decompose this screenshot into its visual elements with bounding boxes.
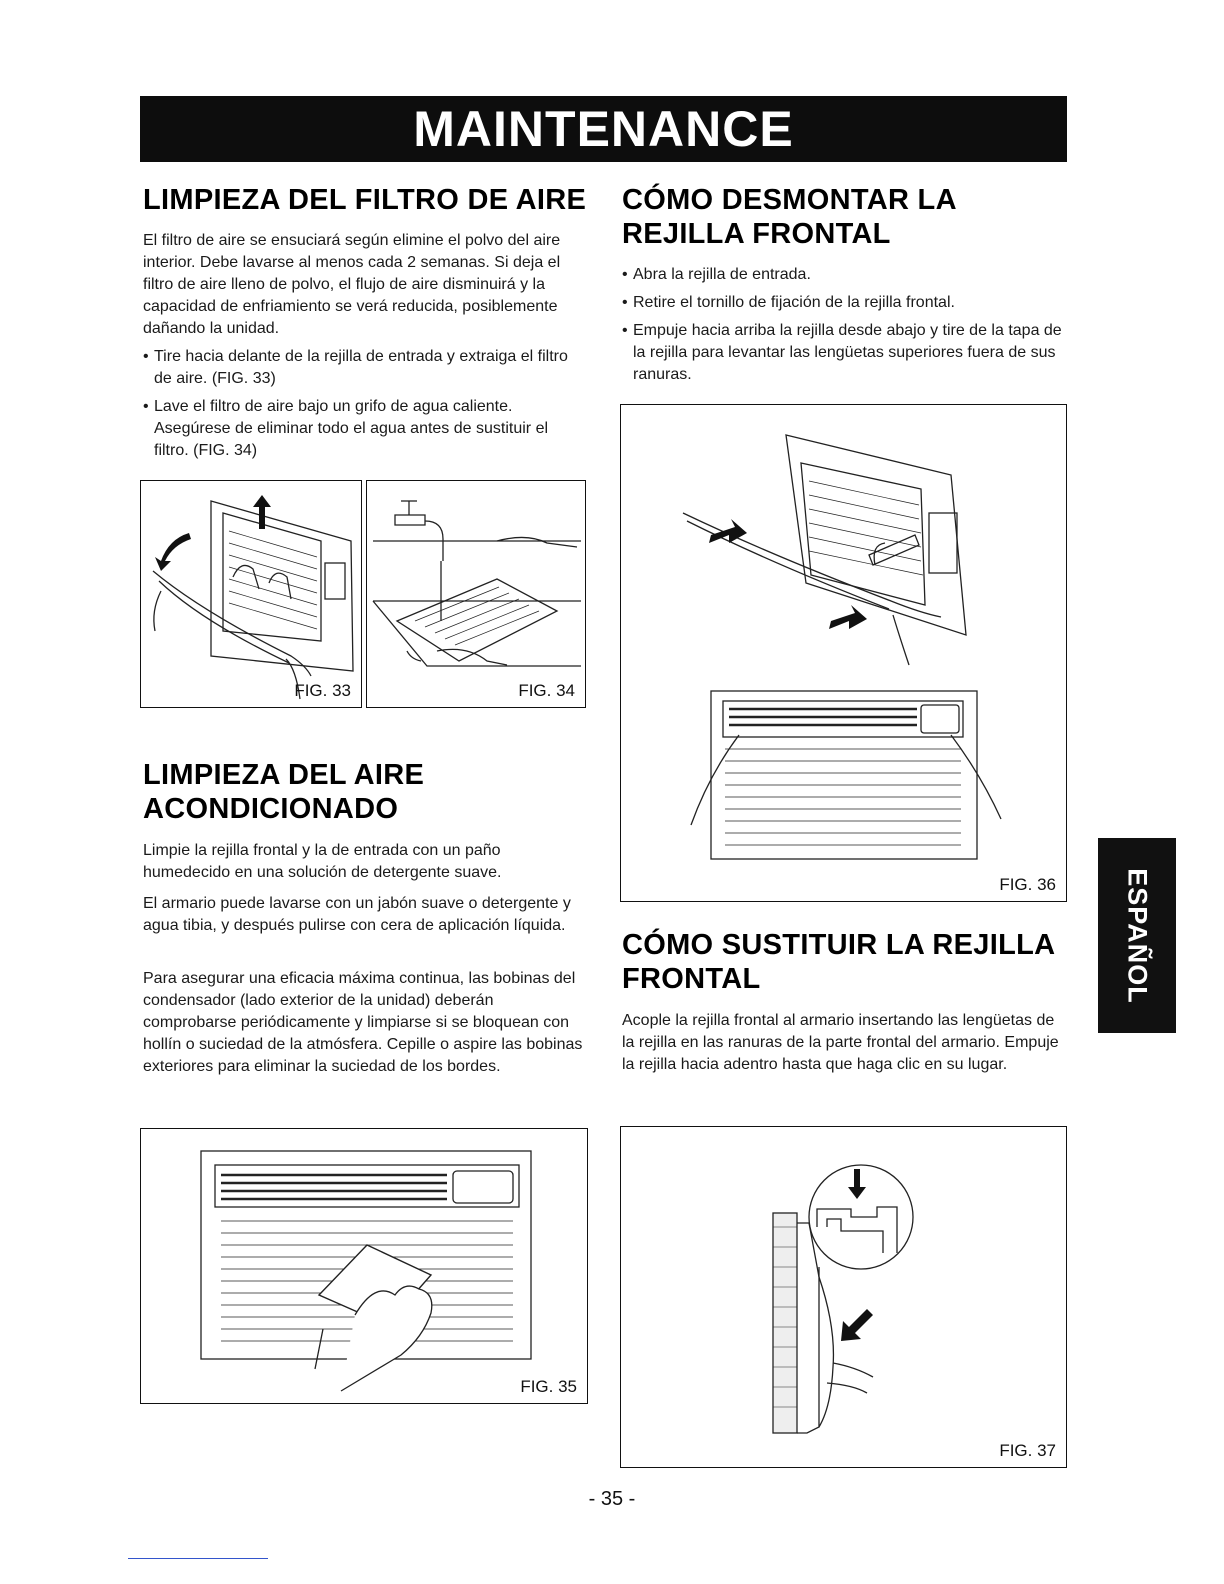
figure-37-caption: FIG. 37 — [999, 1441, 1056, 1460]
replace-heading-line-2: FRONTAL — [622, 963, 761, 995]
page-number: - 35 - — [588, 1488, 636, 1510]
cleaning-para-2: El armario puede lavarse con un jabón suave o detergente y agua tibia, y después pulirse con cera de aplicación líquida. — [143, 895, 571, 934]
cleaning-para-1: Limpie la rejilla frontal y la de entrada con un paño humedecido en una solución de detergente suave. — [143, 842, 502, 881]
figure-33-caption: FIG. 33 — [294, 681, 351, 700]
remove-heading-line-1: CÓMO DESMONTAR LA — [622, 184, 957, 216]
replace-heading — [622, 928, 1067, 996]
figure-35 — [140, 1128, 588, 1404]
remove-bullets — [622, 264, 1062, 392]
remove-bullet-3: • Empuje hacia arriba la rejilla desde abajo y tire de la tapa de la rejilla para levantar las lengüetas superiores fuera de sus ranuras. — [622, 320, 1062, 386]
filter-bullets — [143, 346, 583, 468]
figure-36 — [620, 404, 1067, 902]
language-side-tab-label: ESPAÑOL — [1122, 867, 1153, 1004]
filter-intro: El filtro de aire se ensuciará según elimine el polvo del aire interior. Debe lavarse al menos cada 2 semanas. Si deja el filtro de aire lleno de polvo, el flujo de aire disminuirá y la capacidad de enfriamiento se verá reducida, posiblemente dañando la unidad. — [143, 232, 561, 337]
figure-35-caption: FIG. 35 — [520, 1377, 577, 1396]
cleaning-heading-line-2: ACONDICIONADO — [143, 793, 399, 825]
language-side-tab — [1098, 838, 1176, 1033]
remove-bullet-1: • Abra la rejilla de entrada. — [622, 264, 1062, 286]
grille-install-illustration — [621, 1127, 1068, 1469]
replace-heading-line-1: CÓMO SUSTITUIR LA REJILLA — [622, 929, 1056, 961]
cleaning-para-3: Para asegurar una eficacia máxima continua, las bobinas del condensador (lado exterior de la unidad) deberán comprobarse periódicamente y limpiarse si se bloquean con hollín o suciedad de la atmósfera. Cepille o aspire las bobinas exteriores para eliminar la suciedad de los bordes. — [143, 970, 583, 1075]
figure-33 — [140, 480, 362, 708]
remove-bullet-2: • Retire el tornillo de fijación de la rejilla frontal. — [622, 292, 1062, 314]
remove-heading-line-2: REJILLA FRONTAL — [622, 218, 891, 250]
filter-removal-illustration — [141, 481, 363, 709]
unit-cleaning-illustration — [141, 1129, 589, 1405]
filter-bullet-2: • Lave el filtro de aire bajo un grifo de agua caliente. Asegúrese de eliminar todo el agua antes de sustituir el filtro. (FIG. 34) — [143, 396, 583, 462]
grille-removal-illustration — [621, 405, 1068, 903]
filter-heading: LIMPIEZA DEL FILTRO DE AIRE — [143, 184, 587, 216]
cleaning-heading — [143, 758, 583, 826]
filter-washing-illustration — [367, 481, 587, 709]
page-banner: MAINTENANCE — [140, 96, 1067, 162]
remove-heading — [622, 183, 1062, 251]
figure-36-caption: FIG. 36 — [999, 875, 1056, 894]
figure-34 — [366, 480, 586, 708]
cleaning-heading-line-1: LIMPIEZA DEL AIRE — [143, 759, 425, 791]
filter-bullet-1: • Tire hacia delante de la rejilla de entrada y extraiga el filtro de aire. (FIG. 33) — [143, 346, 583, 390]
footer-rule — [128, 1558, 268, 1559]
figure-37 — [620, 1126, 1067, 1468]
figure-34-caption: FIG. 34 — [518, 681, 575, 700]
replace-para: Acople la rejilla frontal al armario insertando las lengüetas de la rejilla en las ranuras de la parte frontal del armario. Empuje la rejilla hacia adentro hasta que haga clic en su lugar. — [622, 1012, 1059, 1073]
